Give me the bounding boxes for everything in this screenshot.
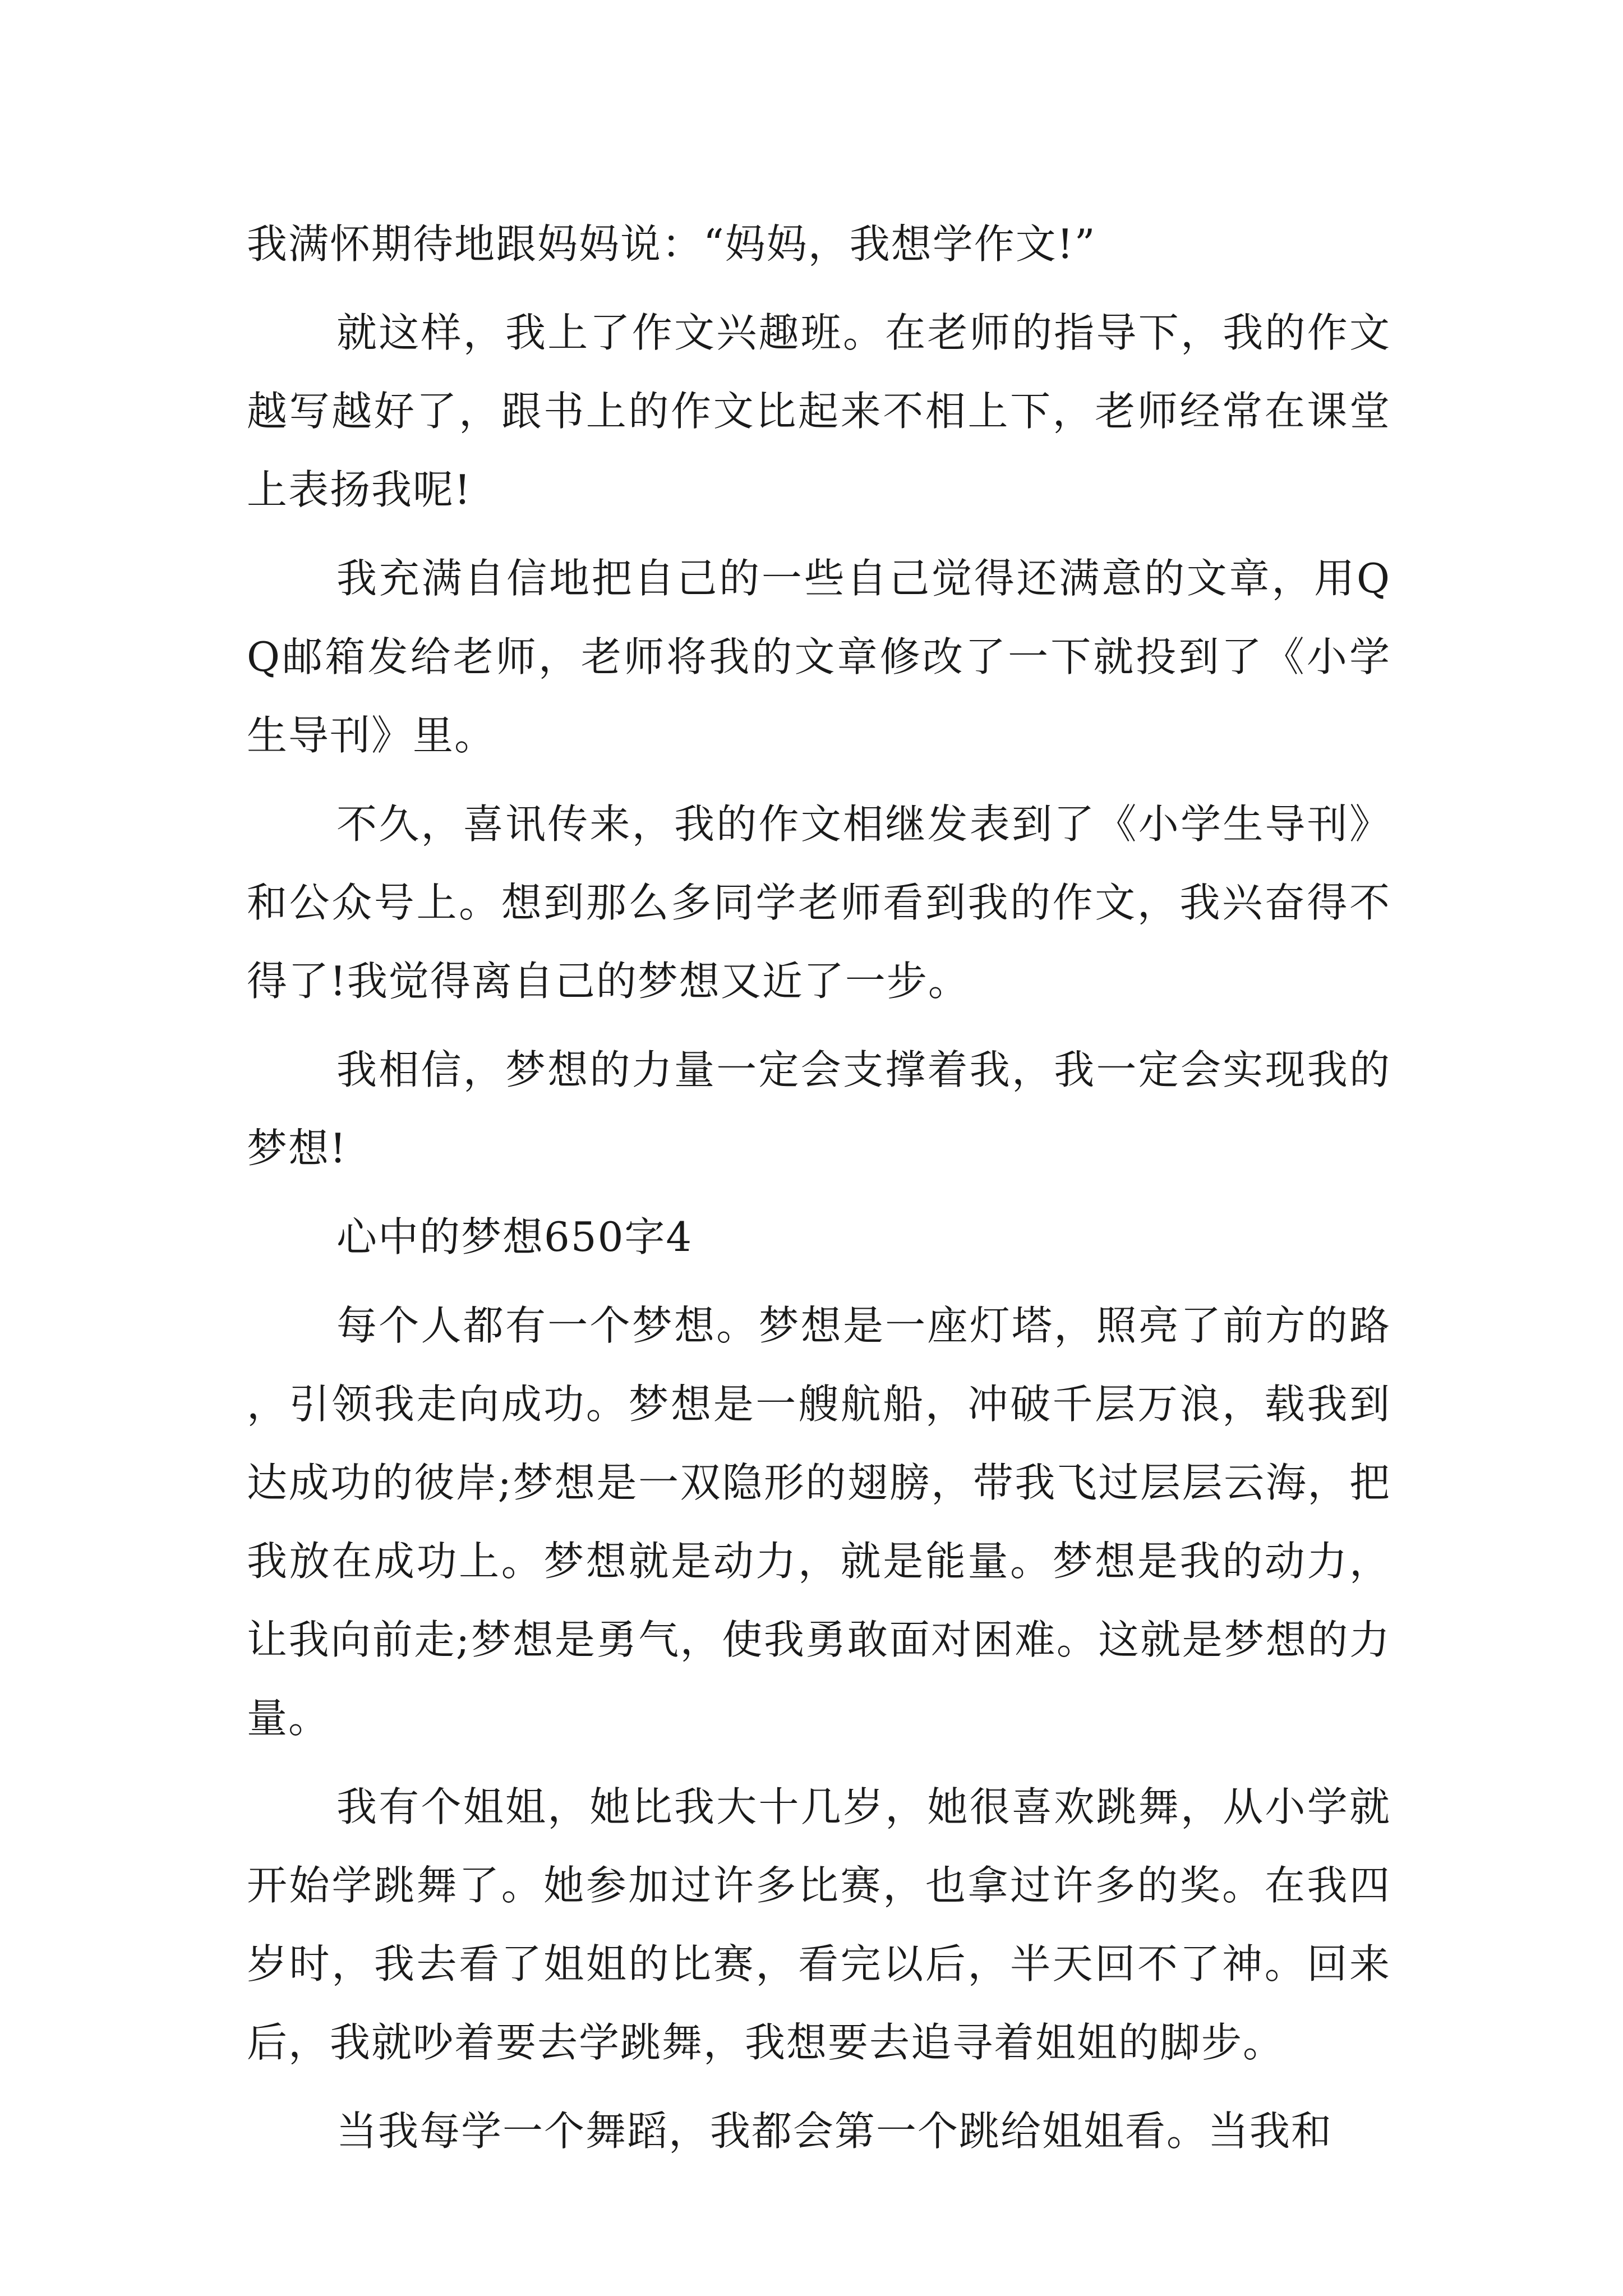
paragraph: 当我每学一个舞蹈，我都会第一个跳给姐姐看。当我和 <box>336 2108 1333 2155</box>
section-heading: 心中的梦想650字4 <box>336 1213 693 1260</box>
document-body <box>247 205 1391 2180</box>
paragraph: 我有个姐姐，她比我大十几岁，她很喜欢跳舞，从小学就开始学跳舞了。她参加过许多比赛，也拿过许多的奖。在我四岁时，我去看了姐姐的比赛，看完以后，半天回不了神。回来后，我就吵着要去学跳舞，我想要去追寻着姐姐的脚步。 <box>247 1783 1391 2066</box>
paragraph: 不久，喜讯传来，我的作文相继发表到了《小学生导刊》和公众号上。想到那么多同学老师看到我的作文，我兴奋得不得了!我觉得离自己的梦想又近了一步。 <box>247 800 1391 1005</box>
paragraph: 就这样，我上了作文兴趣班。在老师的指导下，我的作文越写越好了，跟书上的作文比起来不相上下，老师经常在课堂上表扬我呢! <box>247 309 1391 513</box>
paragraph: 我满怀期待地跟妈妈说：“妈妈，我想学作文!” <box>247 220 1096 268</box>
paragraph: 每个人都有一个梦想。梦想是一座灯塔，照亮了前方的路，引领我走向成功。梦想是一艘航船，冲破千层万浪，载我到达成功的彼岸;梦想是一双隐形的翅膀，带我飞过层层云海，把我放在成功上。梦想就是动力，就是能量。梦想是我的动力，让我向前走;梦想是勇气，使我勇敢面对困难。这就是梦想的力量。 <box>247 1302 1391 1742</box>
paragraph: 我充满自信地把自己的一些自己觉得还满意的文章，用QQ邮箱发给老师，老师将我的文章修改了一下就投到了《小学生导刊》里。 <box>247 555 1391 759</box>
paragraph: 我相信，梦想的力量一定会支撑着我，我一定会实现我的梦想! <box>247 1046 1391 1172</box>
